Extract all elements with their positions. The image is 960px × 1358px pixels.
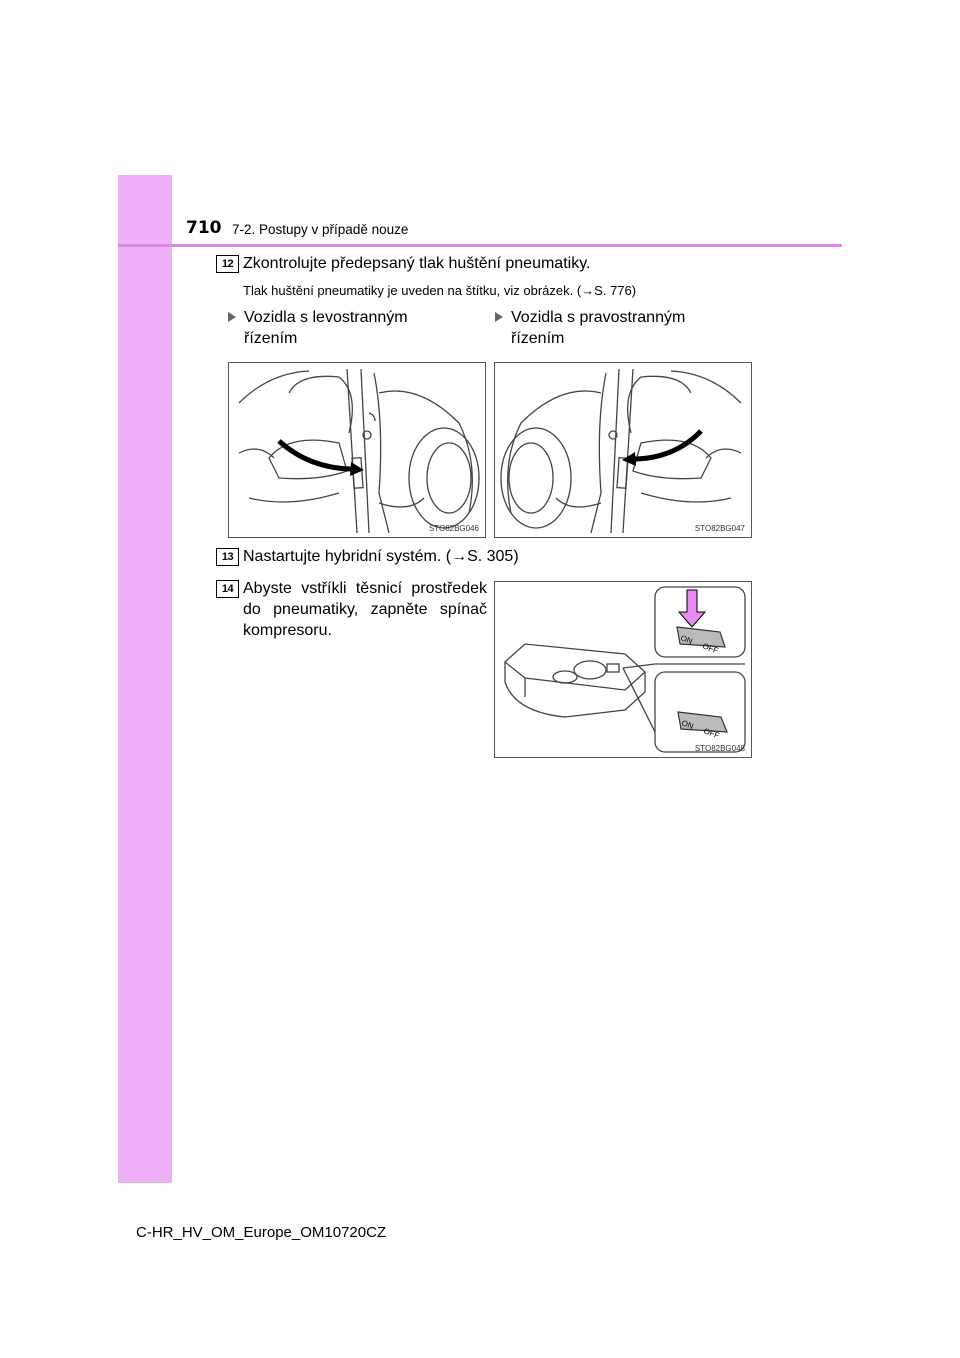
switch-on-label: ON [679, 633, 694, 646]
lhd-door-pillar-illustration [229, 363, 485, 537]
switch-off-label: OFF [701, 641, 720, 656]
switch-off-label: OFF [702, 726, 721, 741]
step-14-text: Abyste vstříkli těsnicí prostředek do pneumatiky, zapněte spínač kompresoru. [243, 580, 487, 639]
step-12-text: Zkontrolujte předepsaný tlak huštění pneumatiky. [243, 255, 591, 272]
step-badge-13: 13 [216, 548, 239, 566]
compressor-illustration [495, 582, 751, 757]
sidebar-tab [118, 175, 172, 1183]
switch-on-label: ON [680, 718, 695, 731]
bullet-triangle-icon [228, 312, 236, 322]
step-badge-14: 14 [216, 580, 239, 598]
page-number: 710 [186, 218, 222, 238]
step-13-text: Nastartujte hybridní systém. (→S. 305) [243, 548, 519, 565]
figure-rhd-tire-label [494, 362, 752, 538]
figure-lhd-tire-label [228, 362, 486, 538]
step-badge-12: 12 [216, 255, 239, 273]
figure-compressor-switch [494, 581, 752, 758]
figure-code: STO82BG046 [428, 524, 479, 533]
footer-code: C-HR_HV_OM_Europe_OM10720CZ [136, 1224, 387, 1241]
bullet-label: Vozidla s levostranným řízením [244, 309, 408, 347]
figure-code: STO82BG047 [694, 524, 745, 533]
section-title: 7-2. Postupy v případě nouze [232, 222, 409, 237]
bullet-label: Vozidla s pravostranným řízením [511, 309, 686, 347]
bullet-triangle-icon [495, 312, 503, 322]
step-12-note: Tlak huštění pneumatiky je uveden na štítku, viz obrázek. (→S. 776) [243, 283, 637, 298]
rhd-door-pillar-illustration [495, 363, 751, 537]
header-rule [118, 244, 842, 247]
figure-code: STO82BG048 [694, 744, 745, 753]
